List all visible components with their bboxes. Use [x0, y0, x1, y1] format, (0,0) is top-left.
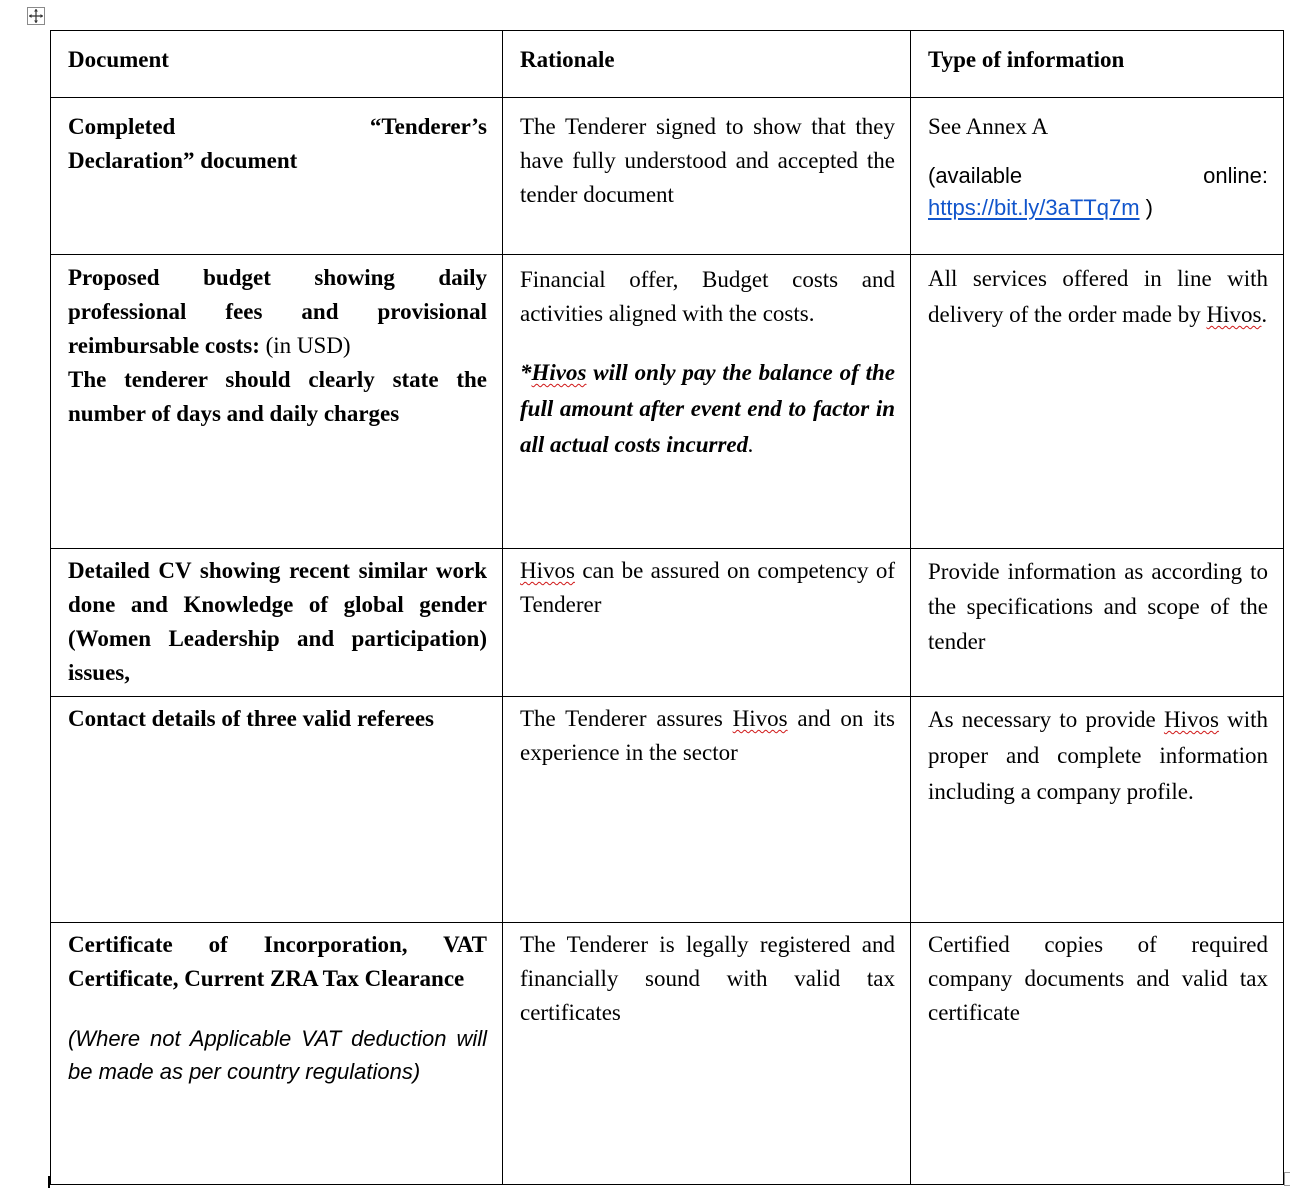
document-cell [51, 923, 503, 1185]
document-cell: Contact details of three valid referees [51, 697, 503, 923]
rationale-cell: The Tenderer signed to show that they have fully understood and accepted the tender document [503, 98, 911, 255]
table-row [51, 98, 1284, 255]
text-cursor [48, 1176, 50, 1188]
availability-note: (available online: https://bit.ly/3aTTq7m ) [928, 163, 1268, 220]
info-cell: Certified copies of required company documents and valid tax certificate [911, 923, 1284, 1185]
header-document: Document [51, 31, 503, 98]
document-line: Completed “Tenderer’s [68, 114, 487, 139]
annex-link[interactable]: https://bit.ly/3aTTq7m [928, 195, 1140, 220]
document-cell: Proposed budget showing daily professional fees and provisional reimbursable costs: (in USD) The tenderer should clearly state the number of days and daily charges [51, 255, 503, 549]
move-arrows-icon [28, 8, 44, 24]
rationale-cell: The Tenderer assures Hivos and on its experience in the sector [503, 697, 911, 923]
table-move-handle[interactable] [27, 7, 45, 25]
table-row [51, 549, 1284, 697]
table-header-row [51, 31, 1284, 98]
vat-note: (Where not Applicable VAT deduction will be made as per country regulations) [68, 1026, 487, 1084]
document-text: Certificate of Incorporation, VAT Certificate, Current ZRA Tax Clearance [68, 932, 487, 991]
table-row [51, 255, 1284, 549]
rationale-cell: The Tenderer is legally registered and financially sound with valid tax certificates [503, 923, 911, 1185]
rationale-cell: Hivos can be assured on competency of Tenderer [503, 549, 911, 697]
table-row [51, 923, 1284, 1185]
info-cell [911, 98, 1284, 255]
header-rationale: Rationale [503, 31, 911, 98]
info-cell: All services offered in line with delivery of the order made by Hivos. [911, 255, 1284, 549]
info-cell: As necessary to provide Hivos with proper and complete information including a company profile. [911, 697, 1284, 923]
requirements-table [50, 30, 1284, 1185]
table-resize-handle[interactable] [1284, 1172, 1290, 1186]
table-row [51, 697, 1284, 923]
document-cell: Detailed CV showing recent similar work done and Knowledge of global gender (Women Leadership and participation) issues, [51, 549, 503, 697]
header-type-of-information: Type of information [911, 31, 1284, 98]
payment-note: *Hivos will only pay the balance of the full amount after event end to factor in all actual costs incurred. [520, 360, 895, 457]
info-cell: Provide information as according to the specifications and scope of the tender [911, 549, 1284, 697]
rationale-cell: Financial offer, Budget costs and activities aligned with the costs. *Hivos will only pay the balance of the full amount after event end to factor in all actual costs incurred. [503, 255, 911, 549]
document-line: Declaration” document [68, 148, 298, 173]
document-cell [51, 98, 503, 255]
info-line: See Annex A [928, 114, 1049, 139]
